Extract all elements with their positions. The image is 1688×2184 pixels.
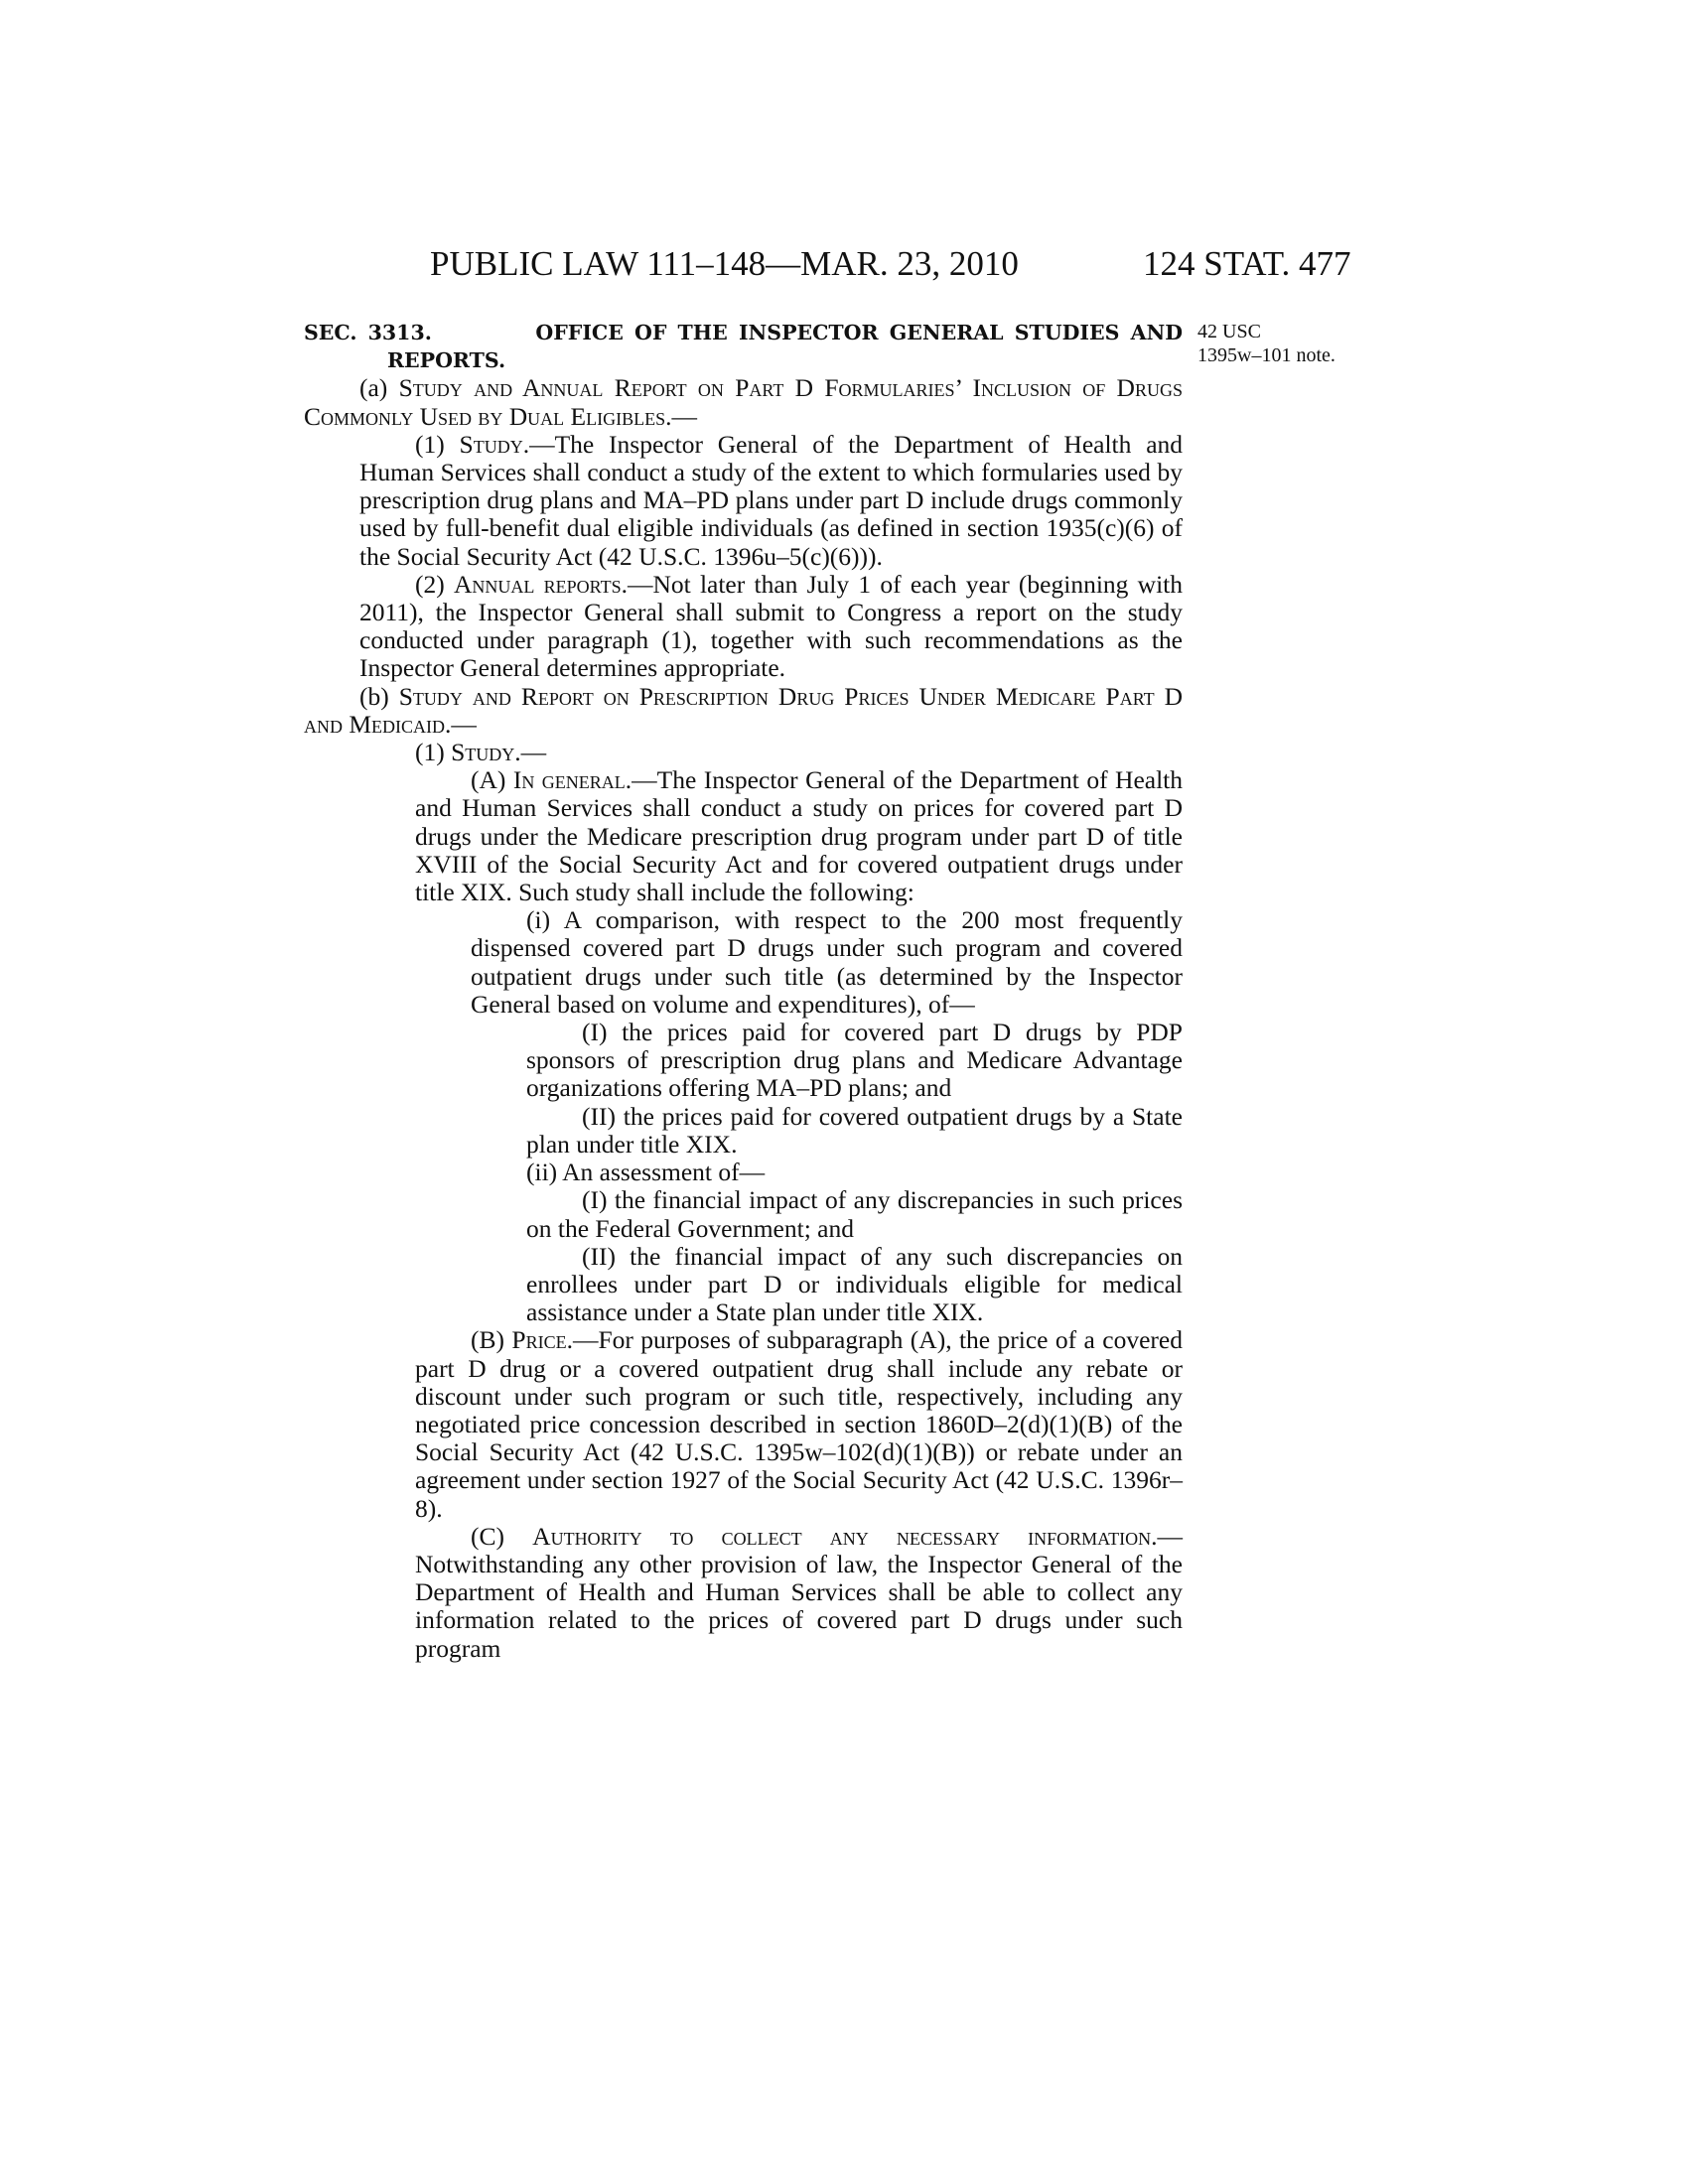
- section-title-line1: OFFICE OF THE INSPECTOR GENERAL STUDIES AND: [535, 321, 1183, 344]
- margin-note-line2: 1395w–101 note.: [1197, 344, 1336, 366]
- margin-note-line1: 42 USC: [1197, 321, 1261, 342]
- subparagraph-b1-B-price: (B) Price.—For purposes of subparagraph (A), the price of a covered part D drug or a covered outpatient drug shall include any rebate or discount under such program or such title, respectively, including any negotiated price concession described in section 1860D–2(d)(1)(B) of the Social Security Act (42 U.S.C. 1395w–102(d)(1)(B)) or rebate under an agreement under section 1927 of the Social Security Act (42 U.S.C. 1396r–8).: [415, 1325, 1183, 1523]
- subclause-ii-II: (II) the financial impact of any such discrepancies on enrollees under part D or individuals eligible for medical assistance under a State plan under title XIX.: [526, 1241, 1183, 1327]
- document-body: [304, 319, 1183, 1663]
- paragraph-b1-study: (1) Study.—: [415, 738, 547, 767]
- subparagraph-b1-C-authority: (C) Authority to collect any necessary information.—Notwithstanding any other provision of law, the Inspector General of the Department of Health and Human Services shall be able to collect any information related to the prices of covered part D drugs under such program: [415, 1521, 1183, 1663]
- clause-i-comparison: (i) A comparison, with respect to the 200 most frequently dispensed covered part D drugs under such program and covered outpatient drugs under such title (as determined by the Inspector General based on volume and expenditures), of—: [471, 905, 1183, 1019]
- subclause-i-II: (II) the prices paid for covered outpatient drugs by a State plan under title XIX.: [526, 1101, 1183, 1159]
- section-heading: [304, 319, 1183, 374]
- page-header-statute-page: 124 STAT. 477: [1143, 244, 1351, 283]
- subparagraph-b1-A-in-general: (A) In general.—The Inspector General of the Department of Health and Human Services shall conduct a study on prices for covered part D drugs under the Medicare prescription drug program under part D of title XVIII of the Social Security Act and for covered outpatient drugs under title XIX. Such study shall include the following:: [415, 765, 1183, 907]
- subclause-ii-I: (I) the financial impact of any discrepancies in such prices on the Federal Government; and: [526, 1185, 1183, 1243]
- section-number: SEC. 3313.: [304, 321, 432, 344]
- clause-ii-assessment: (ii) An assessment of—: [526, 1158, 766, 1187]
- paragraph-a2-annual-reports: (2) Annual reports.—Not later than July 1 of each year (beginning with 2011), the Inspector General shall submit to Congress a report on the study conducted under paragraph (1), together with such recommendations as the Inspector General determines appropriate.: [359, 569, 1183, 683]
- subclause-i-I: (I) the prices paid for covered part D drugs by PDP sponsors of prescription drug plans and Medicare Advantage organizations offering MA–PD plans; and: [526, 1018, 1183, 1103]
- subsection-a-heading: (a) Study and Annual Report on Part D Formularies’ Inclusion of Drugs Commonly Used by Dual Eligibles.—: [304, 373, 1183, 431]
- margin-citation-note: [1197, 320, 1336, 367]
- section-title-line2: REPORTS.: [387, 348, 506, 373]
- paragraph-a1-study: (1) Study.—The Inspector General of the Department of Health and Human Services shall conduct a study of the extent to which formularies used by prescription drug plans and MA–PD plans under part D include drugs commonly used by full-benefit dual eligible individuals (as defined in section 1935(c)(6) of the Social Security Act (42 U.S.C. 1396u–5(c)(6))).: [359, 429, 1184, 571]
- page-header-title: PUBLIC LAW 111–148—MAR. 23, 2010: [430, 244, 1019, 283]
- subsection-b-heading: (b) Study and Report on Prescription Drug Prices Under Medicare Part D and Medicaid.—: [304, 681, 1184, 739]
